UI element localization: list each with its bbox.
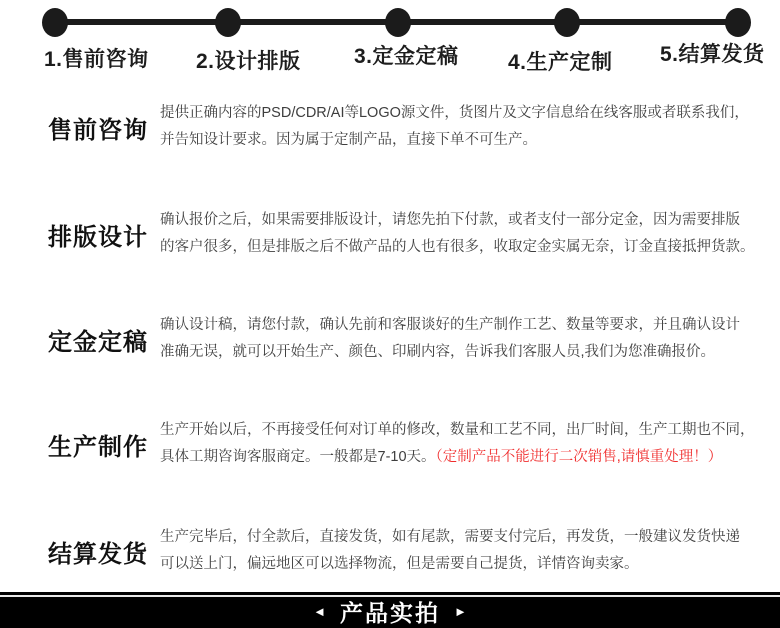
section-title: 排版设计 — [48, 223, 148, 251]
body-line: 的客户很多，但是排版之后不做产品的人也有很多，收取定金实属无奈，订金直接抵押货款。 — [160, 239, 755, 255]
process-section-settlement-shipping — [0, 524, 780, 578]
footer-section-title: 产品实拍 — [340, 599, 440, 626]
right-arrow-icon: ► — [454, 604, 467, 619]
timeline-step-label: 4.生产定制 — [508, 51, 613, 74]
process-timeline — [0, 0, 780, 82]
section-body — [160, 207, 780, 261]
body-line: 生产开始以后，不再接受任何对订单的修改，数量和工艺不同，出厂时间，生产工期也不同， — [160, 422, 755, 438]
timeline-step-label: 3.定金定稿 — [354, 45, 459, 68]
timeline-step-label: 2.设计排版 — [196, 50, 301, 73]
process-section-deposit-final — [0, 312, 780, 366]
footer-section-header — [0, 592, 780, 628]
timeline-dot — [554, 8, 580, 37]
section-title: 售前咨询 — [48, 116, 148, 144]
process-section-presale — [0, 100, 780, 154]
process-section-layout-design — [0, 207, 780, 261]
section-body — [160, 417, 780, 471]
left-arrow-icon: ◄ — [313, 604, 326, 619]
body-line: 并告知设计要求。因为属于定制产品，直接下单不可生产。 — [160, 132, 537, 148]
body-line: 提供正确内容的PSD/CDR/AI等LOGO源文件，货图片及文字信息给在线客服或者联系我们， — [160, 105, 749, 121]
section-body — [160, 100, 780, 154]
timeline-step-label: 1.售前咨询 — [44, 48, 149, 71]
body-line: 确认报价之后，如果需要排版设计，请您先拍下付款，或者支付一部分定金，因为需要排版 — [160, 212, 740, 228]
section-title: 定金定稿 — [48, 328, 148, 356]
timeline-dot — [385, 8, 411, 37]
body-line: 可以送上门，偏远地区可以选择物流，但是需要自己提货，详情咨询卖家。 — [160, 556, 639, 572]
section-title: 结算发货 — [48, 540, 148, 568]
body-line — [160, 444, 780, 471]
timeline-step-label: 5.结算发货 — [660, 43, 765, 66]
timeline-dot — [215, 8, 241, 37]
section-body — [160, 312, 780, 366]
warning-note: （定制产品不能进行二次销售,请慎重处理！） — [435, 449, 723, 465]
body-line: 准确无误，就可以开始生产、颜色、印刷内容，告诉我们客服人员,我们为您准确报价。 — [160, 344, 716, 360]
body-line: 生产完毕后，付全款后，直接发货，如有尾款，需要支付完后，再发货，一般建议发货快递 — [160, 529, 740, 545]
body-line: 确认设计稿，请您付款，确认先前和客服谈好的生产制作工艺、数量等要求，并且确认设计 — [160, 317, 740, 333]
timeline-dot — [725, 8, 751, 37]
timeline-dot — [42, 8, 68, 37]
body-line-text: 具体工期咨询客服商定。一般都是7-10天。 — [160, 449, 436, 465]
section-title: 生产制作 — [48, 433, 148, 461]
section-body — [160, 524, 780, 578]
process-section-production — [0, 417, 780, 471]
